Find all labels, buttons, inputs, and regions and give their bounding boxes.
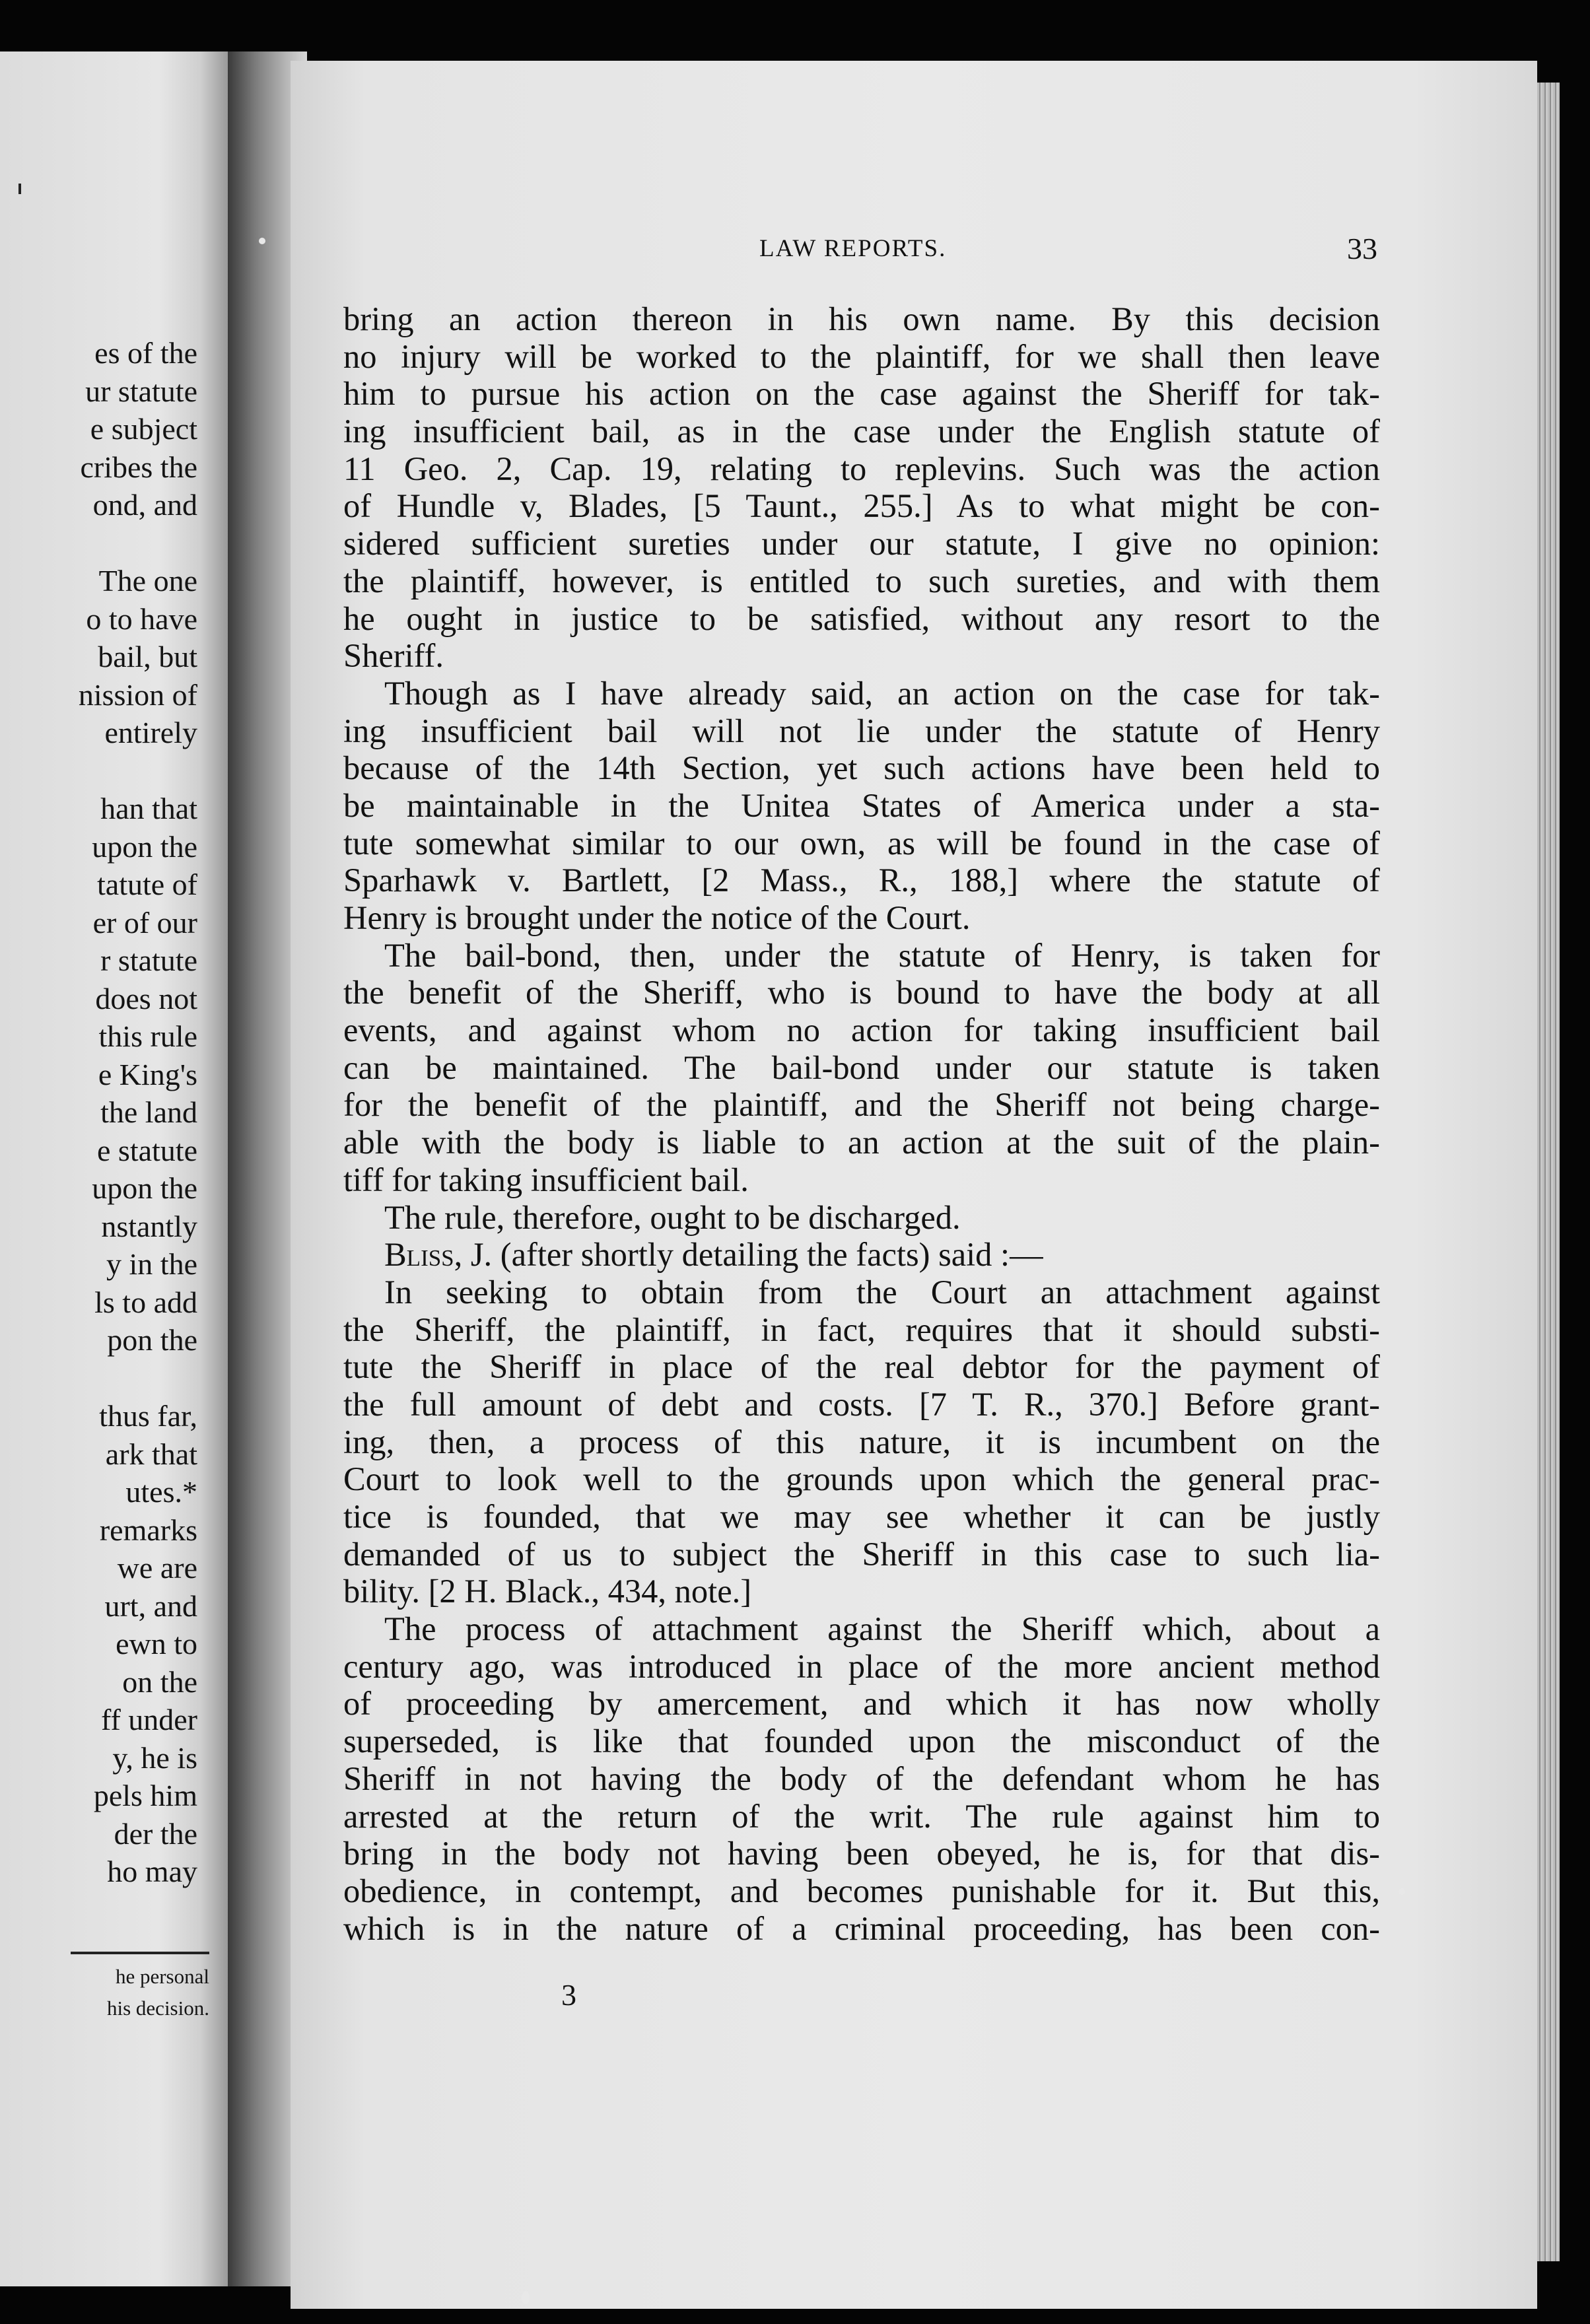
previous-page-line: pels him <box>93 1779 197 1812</box>
body-line: century ago, was introduced in place of the more ancient method <box>343 1647 1380 1685</box>
body-line: In seeking to obtain from the Court an attachment against <box>384 1273 1380 1311</box>
previous-page-line: er of our <box>92 905 197 940</box>
previous-page-line: on the <box>122 1664 197 1699</box>
previous-page-line: y in the <box>106 1247 197 1281</box>
body-line: Bliss, J. (after shortly detailing the facts) said :— <box>384 1236 1043 1274</box>
previous-page-text <box>79 334 197 1891</box>
previous-page-line: es of the <box>94 336 197 370</box>
previous-page-line: entirely <box>104 716 197 749</box>
previous-page-line: ark that <box>105 1437 197 1471</box>
body-line: the benefit of the Sheriff, who is bound to have the body at all <box>343 974 1380 1011</box>
previous-page-line: ls to add <box>94 1285 197 1319</box>
previous-page-line: nstantly <box>101 1209 197 1243</box>
previous-page-line: we are <box>117 1551 197 1585</box>
previous-page-line: tatute of <box>97 868 197 901</box>
previous-page-line: bail, but <box>98 640 197 673</box>
previous-page-line: der the <box>114 1816 197 1851</box>
previous-page-line: o to have <box>86 601 197 636</box>
page-mark <box>18 184 21 194</box>
previous-page-line <box>79 1359 197 1398</box>
body-line: him to pursue his action on the case against the Sheriff for tak- <box>343 375 1380 413</box>
body-line: Though as I have already said, an action on the case for tak- <box>384 674 1380 712</box>
body-line: sidered sufficient sureties under our statute, I give no opinion: <box>343 525 1380 563</box>
body-line: the full amount of debt and costs. [7 T. R., 370.] Before grant- <box>343 1385 1380 1423</box>
body-line: Sheriff in not having the body of the defendant whom he has <box>343 1760 1380 1797</box>
body-line: can be maintained. The bail-bond under our statute is taken <box>343 1048 1380 1086</box>
previous-page <box>0 51 228 2286</box>
previous-page-line: ur statute <box>85 374 197 408</box>
body-line: the Sheriff, the plaintiff, in fact, requires that it should substi- <box>343 1311 1380 1348</box>
body-line: Henry is brought under the notice of the Court. <box>343 899 971 936</box>
body-line: ing insufficient bail, as in the case under the English statute of <box>343 413 1380 450</box>
body-line: bring an action thereon in his own name. By this decision <box>343 300 1380 337</box>
body-line: bring in the body not having been obeyed, he is, for that dis- <box>343 1835 1380 1872</box>
previous-page-line: e subject <box>90 412 197 446</box>
body-line: able with the body is liable to an action at the suit of the plain- <box>343 1124 1380 1161</box>
scan-speck <box>259 238 265 244</box>
previous-page-line: ho may <box>107 1855 197 1888</box>
body-line: Sparhawk v. Bartlett, [2 Mass., R., 188,] where the statute of <box>343 862 1380 899</box>
body-line: he ought in justice to be satisfied, without any resort to the <box>343 599 1380 637</box>
body-line: the plaintiff, however, is entitled to such sureties, and with them <box>343 562 1380 599</box>
running-title: LAW REPORTS. <box>759 235 947 262</box>
body-line: be maintainable in the Unitea States of America under a sta- <box>343 786 1380 824</box>
body-line: Court to look well to the grounds upon which the general prac- <box>343 1460 1380 1498</box>
page-number: 33 <box>1347 232 1377 265</box>
previous-page-footnote-line: his decision. <box>107 1997 209 2020</box>
previous-page-line: han that <box>100 792 197 825</box>
body-line: The process of attachment against the Sheriff which, about a <box>384 1610 1380 1648</box>
previous-page-line: y, he is <box>112 1740 197 1775</box>
previous-page-line <box>79 524 197 563</box>
body-line: no injury will be worked to the plaintiff, for we shall then leave <box>343 337 1380 375</box>
previous-page-footnote <box>107 1961 209 2024</box>
previous-page-line: this rule <box>98 1019 197 1053</box>
body-line: tute the Sheriff in place of the real debtor for the payment of <box>343 1348 1380 1386</box>
scan-speck <box>815 2291 822 2304</box>
previous-page-line: does not <box>95 981 197 1015</box>
previous-page-line: thus far, <box>99 1399 197 1433</box>
previous-page-line: upon the <box>92 829 197 864</box>
previous-page-line: cribes the <box>80 450 197 484</box>
body-line: The bail-bond, then, under the statute of Henry, is taken for <box>384 936 1380 974</box>
previous-page-line: remarks <box>99 1513 197 1547</box>
page-edges <box>1537 83 1560 2261</box>
previous-page-line: nission of <box>78 677 197 712</box>
body-line: tiff for taking insufficient bail. <box>343 1161 749 1198</box>
body-line: 11 Geo. 2, Cap. 19, relating to replevins. Such was the action <box>343 450 1380 487</box>
previous-page-line: ewn to <box>116 1627 197 1660</box>
body-line: for the benefit of the plaintiff, and the Sheriff not being charge- <box>343 1086 1380 1124</box>
previous-page-footnote-line: he personal <box>115 1965 209 1988</box>
previous-page-line: e King's <box>98 1057 197 1091</box>
signature-mark: 3 <box>561 1978 576 2012</box>
body-line: events, and against whom no action for taking insufficient bail <box>343 1011 1380 1049</box>
body-line: Sheriff. <box>343 637 444 675</box>
footnote-rule <box>71 1952 209 1954</box>
body-line: demanded of us to subject the Sheriff in this case to such lia- <box>343 1535 1380 1573</box>
judge-name: Bliss <box>384 1236 454 1274</box>
body-line: The rule, therefore, ought to be discharged. <box>384 1198 961 1236</box>
previous-page-line: e statute <box>97 1133 197 1167</box>
scan-speck <box>1399 1888 1405 1895</box>
previous-page-line: The one <box>98 564 197 598</box>
body-line: bility. [2 H. Black., 434, note.] <box>343 1573 752 1610</box>
previous-page-line: ond, and <box>92 488 197 522</box>
body-line: tute somewhat similar to our own, as will be found in the case of <box>343 824 1380 862</box>
scan-speck <box>522 2291 530 2304</box>
body-line: tice is founded, that we may see whether it can be justly <box>343 1498 1380 1535</box>
body-text <box>343 300 1380 1947</box>
previous-page-line: pon the <box>107 1323 197 1357</box>
previous-page-line: upon the <box>92 1171 197 1205</box>
body-line: superseded, is like that founded upon the misconduct of the <box>343 1723 1380 1760</box>
previous-page-line: utes.* <box>125 1475 197 1509</box>
previous-page-line: the land <box>100 1095 197 1129</box>
previous-page-line: urt, and <box>104 1589 197 1623</box>
body-line: of Hundle v, Blades, [5 Taunt., 255.] As to what might be con- <box>343 487 1380 525</box>
body-line: of proceeding by amercement, and which it has now wholly <box>343 1685 1380 1723</box>
previous-page-line: r statute <box>100 943 197 977</box>
previous-page-line <box>79 752 197 790</box>
body-line: which is in the nature of a criminal proceeding, has been con- <box>343 1909 1380 1947</box>
body-line: because of the 14th Section, yet such actions have been held to <box>343 749 1380 787</box>
body-line: obedience, in contempt, and becomes punishable for it. But this, <box>343 1872 1380 1909</box>
body-line: ing insufficient bail will not lie under the statute of Henry <box>343 712 1380 749</box>
body-line: arrested at the return of the writ. The rule against him to <box>343 1797 1380 1835</box>
previous-page-line: ff under <box>100 1703 197 1736</box>
body-line: ing, then, a process of this nature, it is incumbent on the <box>343 1423 1380 1460</box>
